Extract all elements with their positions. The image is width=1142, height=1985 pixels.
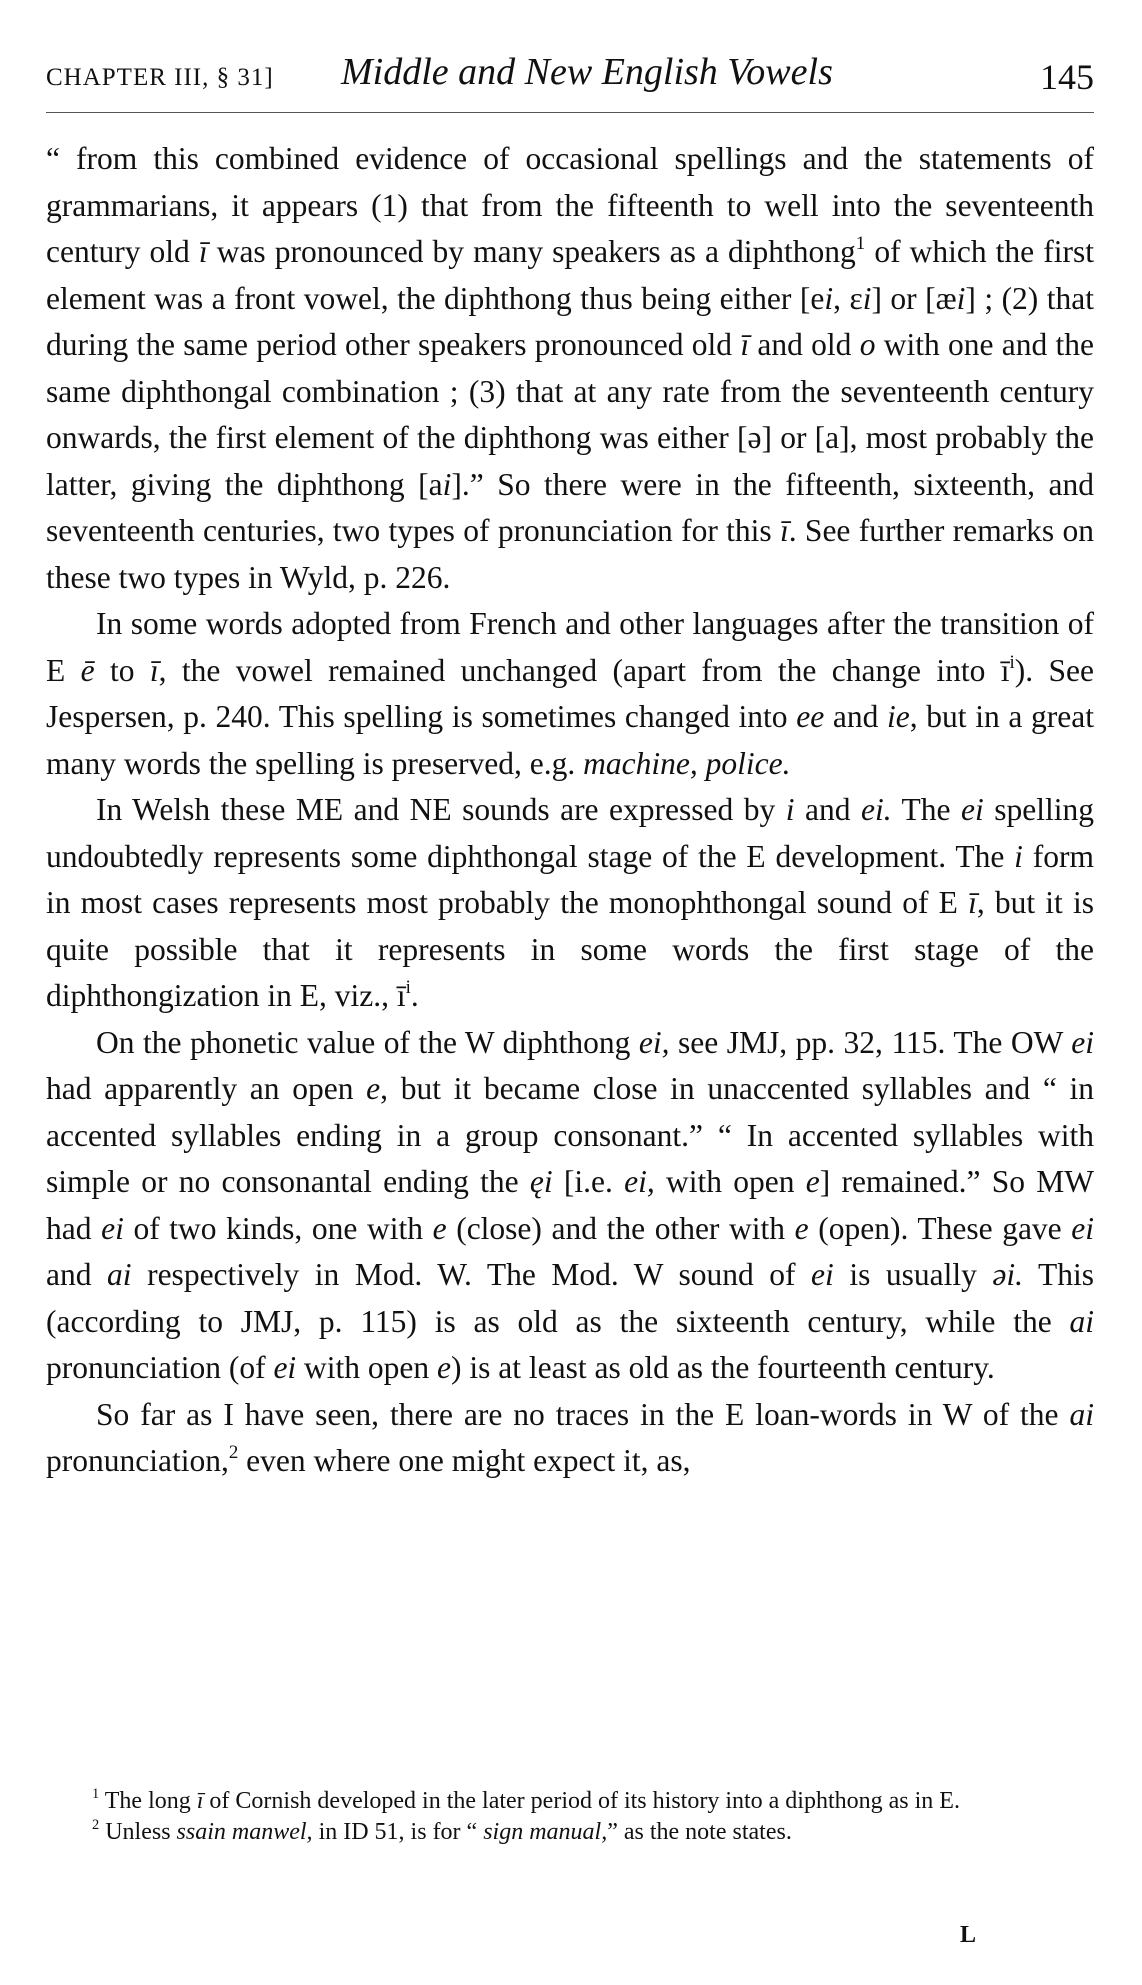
- italic-text: machine, police.: [583, 745, 791, 781]
- book-page: [46, 0, 1094, 1985]
- italic-text: ī: [779, 513, 789, 548]
- text-run: The long: [99, 1788, 197, 1814]
- text-run: form in most cases represents most probably the monophthongal sound of E: [46, 838, 1095, 920]
- paragraph: [46, 1392, 1094, 1485]
- italic-text: e: [432, 1210, 447, 1246]
- italic-text: ei: [961, 792, 984, 827]
- italic-text: sign manual,: [483, 1819, 608, 1845]
- text-run: is usually: [833, 1257, 993, 1292]
- text-run: The: [891, 792, 962, 827]
- italic-text: i: [956, 280, 966, 316]
- text-run: So far as I have seen, there are no traces in the E loan-words in W of the: [96, 1396, 1070, 1432]
- footnote-marker: i: [405, 976, 411, 998]
- italic-text: i: [543, 1164, 553, 1199]
- page-number: 145: [1040, 57, 1094, 97]
- italic-text: əi.: [992, 1257, 1024, 1292]
- text-run: pronunciation (of: [46, 1350, 274, 1385]
- running-header: [46, 50, 1094, 110]
- paragraph: [46, 136, 1094, 601]
- italic-text: ai: [1069, 1303, 1094, 1339]
- text-run: , ɛ: [833, 280, 863, 316]
- text-run: , but it is quite possible that it represents in some words the first stage of the diphthongization in E, viz., ī: [46, 885, 1094, 1013]
- paragraph: [46, 601, 1094, 787]
- italic-text: i: [442, 466, 452, 502]
- italic-text: e: [437, 1350, 452, 1385]
- italic-text: ie: [887, 699, 910, 734]
- text-run: and old: [749, 327, 860, 362]
- italic-text: ei: [1071, 1210, 1095, 1246]
- footnote-marker: 1: [92, 1785, 100, 1802]
- italic-text: i: [1014, 838, 1023, 874]
- italic-text: o: [859, 327, 876, 362]
- text-run: (close) and the other with: [446, 1210, 795, 1246]
- italic-text: ei: [1071, 1024, 1094, 1060]
- text-run: . See further remarks on these two types in Wyld, p. 226.: [46, 513, 1095, 595]
- text-run: ] or [æ: [871, 280, 957, 316]
- signature-mark: L: [960, 1922, 977, 1948]
- text-run: “ from this combined evidence of occasional spellings and the statements of grammarians, it appears (1) that from the fifteenth to well into the seventeenth century old: [46, 141, 1094, 269]
- italic-text: e: [805, 1164, 820, 1199]
- text-run: , but it became close in unaccented syllables and “ in accented syllables ending in a group consonant.” “ In accented syllables with simple or no consonantal ending the: [46, 1071, 1094, 1199]
- italic-text: ei: [811, 1257, 834, 1292]
- text-run: ] ; (2) that during the same period other speakers pronounced old: [46, 280, 1094, 362]
- text-run: and: [46, 1257, 108, 1292]
- footnotes: [46, 1786, 1094, 1848]
- italic-text: ee: [796, 699, 825, 734]
- text-run: and: [824, 699, 888, 734]
- chapter-reference: CHAPTER III, § 31]: [46, 64, 274, 91]
- text-run: Unless: [99, 1819, 177, 1845]
- text-run: with open: [654, 1164, 806, 1199]
- italic-text: ei.: [861, 792, 892, 827]
- text-run: In Welsh these ME and NE sounds are expressed by: [96, 792, 786, 827]
- text-run: respectively in Mod. W. The Mod. W sound of: [131, 1257, 812, 1292]
- italic-text: i: [824, 280, 834, 316]
- text-run: .: [410, 978, 419, 1013]
- italic-text: ī: [740, 327, 750, 362]
- text-run: [i.e.: [552, 1164, 625, 1199]
- italic-text: i: [862, 280, 872, 316]
- paragraph: [46, 1020, 1094, 1392]
- text-run: pronunciation,: [46, 1443, 229, 1478]
- text-run: spelling undoubtedly represents some diphthongal stage of the E development. The: [46, 792, 1094, 874]
- text-run: and: [794, 792, 861, 827]
- text-run: ” as the note states.: [607, 1819, 792, 1845]
- italic-text: ei: [273, 1350, 297, 1385]
- text-run: ] remained.” So MW had: [46, 1164, 1095, 1246]
- text-run: , but in a great many words the spelling is preserved, e.g.: [46, 699, 1094, 781]
- footnote: [46, 1817, 1094, 1848]
- footnote-marker: 2: [92, 1816, 100, 1833]
- text-run: , the vowel remained unchanged (apart from the change into ī: [158, 652, 1010, 688]
- italic-text: i: [785, 792, 795, 827]
- italic-text: ē: [80, 652, 95, 688]
- italic-text: ai: [1069, 1396, 1094, 1432]
- running-title: Middle and New English Vowels: [341, 51, 833, 93]
- italic-text: ssain manwel,: [176, 1819, 313, 1845]
- italic-text: ī: [968, 885, 977, 920]
- italic-text: ī: [198, 234, 208, 269]
- italic-text: ei,: [638, 1024, 670, 1060]
- text-run: of two kinds, one with: [123, 1210, 433, 1246]
- text-run: This (according to JMJ, p. 115) is as old as the sixteenth century, while the: [46, 1257, 1095, 1339]
- footnote: [46, 1786, 1094, 1817]
- text-run: of Cornish developed in the later period of its history into a diphthong as in E.: [203, 1788, 960, 1814]
- footnote-marker: i: [1009, 651, 1015, 673]
- text-run: of which the first element was a front vowel, the diphthong thus being either [e: [46, 234, 1094, 316]
- text-run: ) is at least as old as the fourteenth century.: [451, 1350, 995, 1385]
- italic-text: ai: [107, 1257, 132, 1292]
- italic-text: ę: [529, 1164, 544, 1199]
- text-run: In some words adopted from French and other languages after the transition of E: [46, 606, 1094, 688]
- text-run: On the phonetic value of the W diphthong: [96, 1024, 639, 1060]
- text-run: with open: [296, 1350, 438, 1385]
- italic-text: e: [794, 1210, 809, 1246]
- footnote-marker: 1: [855, 232, 866, 254]
- italic-text: ei,: [624, 1164, 655, 1199]
- text-run: was pronounced by many speakers as a diphthong: [207, 234, 856, 269]
- text-run: ). See Jespersen, p. 240. This spelling is sometimes changed into: [46, 652, 1094, 734]
- text-run: even where one might expect it, as,: [238, 1443, 691, 1478]
- italic-text: ī: [149, 652, 159, 688]
- footnote-marker: 2: [228, 1441, 239, 1463]
- text-run: had apparently an open: [46, 1071, 367, 1106]
- body-text: [46, 136, 1094, 1485]
- text-run: in ID 51, is for “: [312, 1819, 484, 1845]
- text-run: with one and the same diphthongal combination ; (3) that at any rate from the seventeenth century onwards, the first element of the diphthong was either [ə] or [a], most probably the latter, giving the diphthong [a: [46, 327, 1095, 502]
- text-run: (open). These gave: [808, 1210, 1072, 1246]
- header-rule: [46, 112, 1094, 113]
- paragraph: [46, 787, 1094, 1020]
- text-run: to: [94, 652, 150, 688]
- text-run: ].” So there were in the fifteenth, sixteenth, and seventeenth centuries, two types of pronunciation for this: [46, 466, 1094, 548]
- italic-text: ī: [196, 1788, 204, 1814]
- italic-text: e: [366, 1071, 381, 1106]
- text-run: see JMJ, pp. 32, 115. The OW: [669, 1024, 1072, 1060]
- italic-text: ei: [101, 1210, 124, 1246]
